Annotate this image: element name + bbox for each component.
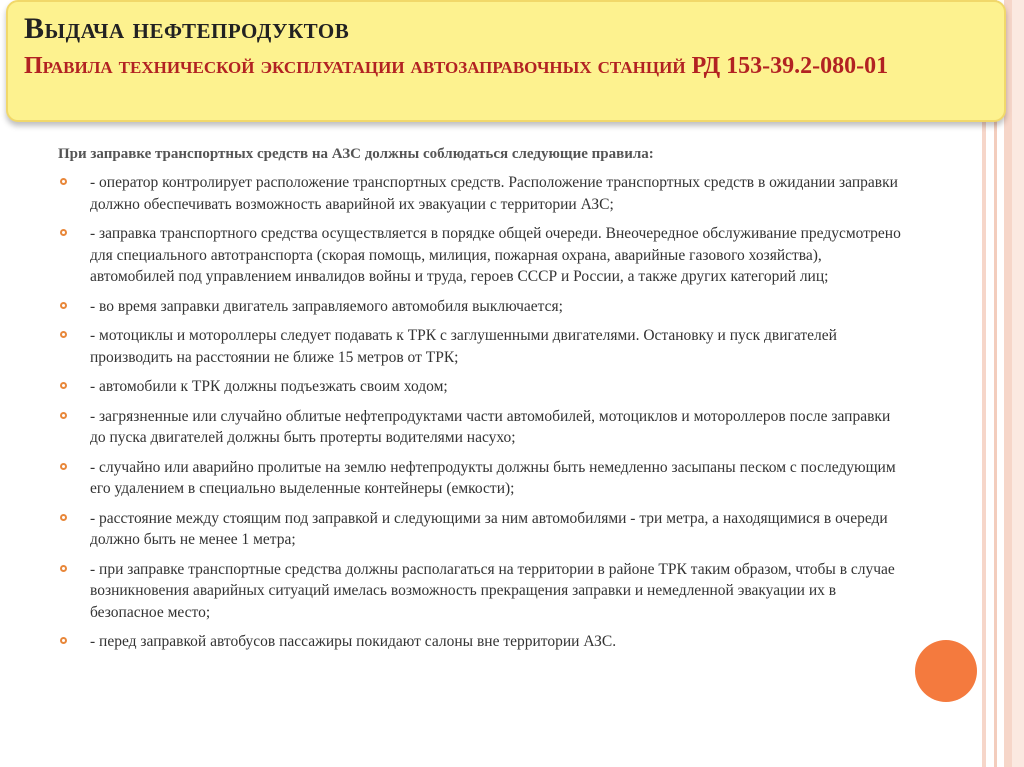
list-item <box>58 631 908 653</box>
decorative-circle <box>915 640 977 702</box>
list-item <box>58 172 908 215</box>
list-item <box>58 508 908 551</box>
list-item-text: - расстояние между стоящим под заправкой и следующими за ним автомобилями - три метра, а находящимися в очереди должно быть не менее 1 метра; <box>90 509 888 548</box>
bullet-circle-icon <box>60 637 67 644</box>
bullet-circle-icon <box>60 565 67 572</box>
list-item <box>58 296 908 318</box>
list-item-text: - автомобили к ТРК должны подъезжать своим ходом; <box>90 378 448 395</box>
list-item <box>58 325 908 368</box>
title-banner <box>6 0 1006 122</box>
bullet-circle-icon <box>60 229 67 236</box>
list-item-text: - заправка транспортного средства осуществляется в порядке общей очереди. Внеочередное обслуживание предусмотрено для специального автотранспорта (скорая помощь, милиция, пожарная охрана, аварийные газового хозяйства), автомобилей под управлением инвалидов войны и труда, героев СССР и России, а также других категорий лиц; <box>90 225 901 285</box>
bullet-circle-icon <box>60 178 67 185</box>
bullet-circle-icon <box>60 331 67 338</box>
rules-list <box>58 172 908 661</box>
bullet-circle-icon <box>60 412 67 419</box>
bullet-circle-icon <box>60 463 67 470</box>
list-item-text: - перед заправкой автобусов пассажиры покидают салоны вне территории АЗС. <box>90 633 617 650</box>
list-item-text: - во время заправки двигатель заправляемого автомобиля выключается; <box>90 297 563 315</box>
list-item-text: - мотоциклы и мотороллеры следует подавать к ТРК с заглушенными двигателями. Остановку и пуск двигателей производить на расстоянии не ближе 15 метров от ТРК; <box>90 327 837 366</box>
bullet-circle-icon <box>60 514 67 521</box>
bullet-circle-icon <box>60 382 67 389</box>
list-item-text: - загрязненные или случайно облитые нефтепродуктами части автомобилей, мотоциклов и мотороллеров после заправки до пуска двигателей должны быть протерты водителями насухо; <box>90 407 891 446</box>
list-item-text: - при заправке транспортные средства должны располагаться на территории в районе ТРК таким образом, чтобы в случае возникновения аварийных ситуаций имелась возможность прекращения заправки и немедленной эвакуации их в безопасное место; <box>90 560 895 621</box>
list-item <box>58 376 908 398</box>
list-item <box>58 559 908 624</box>
list-item <box>58 406 908 449</box>
list-item <box>58 457 908 500</box>
page-title: Выдача нефтепродуктов <box>24 12 350 45</box>
list-item <box>58 223 908 288</box>
page-subtitle: Правила технической эксплуатации автозаправочных станций РД 153-39.2-080-01 <box>24 53 889 79</box>
intro-text: При заправке транспортных средств на АЗС должны соблюдаться следующие правила: <box>58 146 654 162</box>
list-item-text: - случайно или аварийно пролитые на землю нефтепродукты должны быть немедленно засыпаны песком с последующим его удалением в специально выделенные контейнеры (емкости); <box>90 458 896 497</box>
list-item-text: - оператор контролирует расположение транспортных средств. Расположение транспортных средств в ожидании заправки должно обеспечивать возможность аварийной их эвакуации с территории АЗС; <box>90 174 898 213</box>
bullet-circle-icon <box>60 302 67 309</box>
